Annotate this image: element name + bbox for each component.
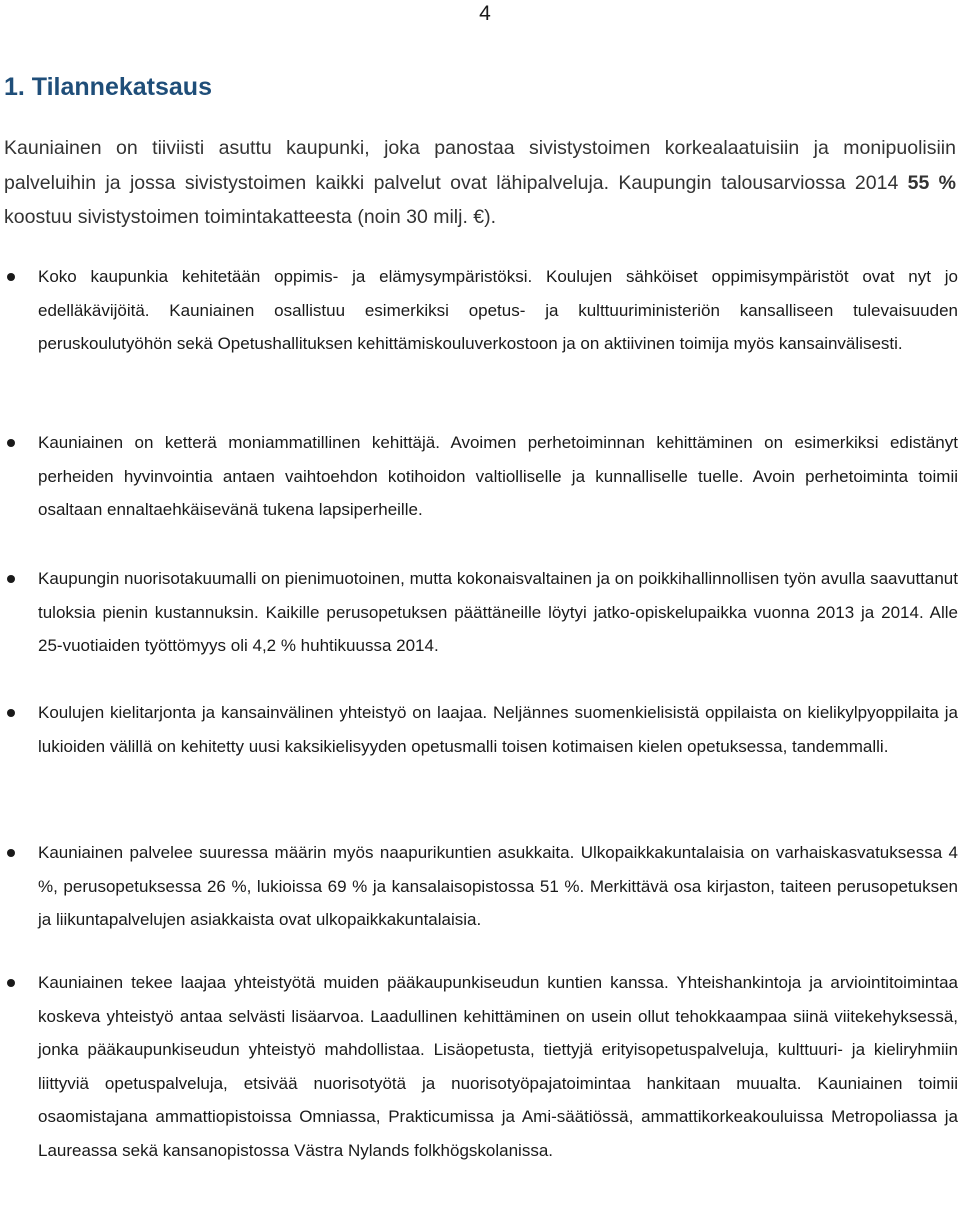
bullet-point-icon [7,575,15,583]
bullet-point-icon [7,709,15,717]
intro-text-1: Kauniainen on tiiviisti asuttu kaupunki, joka panostaa sivistystoimen korkealaatuisiin ja monipuolisiin palveluihin ja jossa sivistystoimen kaikki palvelut ovat lähipalveluja. Kaupungin talousarviossa 2014 [4,137,956,194]
bullet-item [38,260,958,361]
intro-bold-percentage: 55 % [907,171,956,194]
bullet-point-icon [7,439,15,447]
bullet-point-icon [7,273,15,281]
bullet-text: Kauniainen palvelee suuressa määrin myös naapurikuntien asukkaita. Ulkopaikkakuntalaisia on varhaiskasvatuksessa 4 %, perusopetuksessa 26 %, lukioissa 69 % ja kansalaisopistossa 51 %. Merkittävä osa kirjaston, taiteen perusopetuksen ja liikuntapalvelujen asiakkaista ovat ulkopaikkakuntalaisia. [38,843,958,930]
section-heading: 1. Tilannekatsaus [4,73,212,101]
bullet-text: Kaupungin nuorisotakuumalli on pienimuotoinen, mutta kokonaisvaltainen ja on poikkihallinnollisen työn avulla saavuttanut tuloksia pienin kustannuksin. Kaikille perusopetuksen päättäneille löytyi jatko-opiskelupaikka vuonna 2013 ja 2014. Alle 25-vuotiaiden työttömyys oli 4,2 % huhtikuussa 2014. [38,569,958,656]
bullet-item [38,966,958,1168]
bullet-item [38,562,958,663]
bullet-text: Koulujen kielitarjonta ja kansainvälinen yhteistyö on laajaa. Neljännes suomenkielisistä oppilaista on kielikylpyoppilaita ja lukioiden välillä on kehitetty uusi kaksikielisyyden opetusmalli toisen kotimaisen kielen opetuksessa, tandemmalli. [38,703,958,756]
bullet-text: Koko kaupunkia kehitetään oppimis- ja elämysympäristöksi. Koulujen sähköiset oppimisympäristöt ovat nyt jo edelläkävijöitä. Kauniainen osallistuu esimerkiksi opetus- ja kulttuuriministeriön kansalliseen tulevaisuuden peruskoulutyöhön sekä Opetushallituksen kehittämiskouluverkostoon ja on aktiivinen toimija myös kansainvälisesti. [38,267,958,354]
bullet-text: Kauniainen tekee laajaa yhteistyötä muiden pääkaupunkiseudun kuntien kanssa. Yhteishankintoja ja arviointitoimintaa koskeva yhteistyö antaa selvästi lisäarvoa. Laadullinen kehittäminen on usein ollut tehokkaampaa siinä viitekehyksessä, jonka pääkaupunkiseudun yhteistyö mahdollistaa. Lisäopetusta, tiettyjä erityisopetuspalveluja, kulttuuri- ja kieliryhmiin liittyviä opetuspalveluja, etsivää nuorisotyötä ja nuorisotyöpajatoimintaa hankitaan muualta. Kauniainen toimii osaomistajana ammattiopistoissa Omniassa, Prakticumissa ja Ami-säätiössä, ammattikorkeakouluissa Metropoliassa ja Laureassa sekä kansanopistossa Västra Nylands folkhögskolanissa. [38,973,958,1160]
intro-paragraph [4,131,956,235]
bullet-item [38,836,958,937]
bullet-item [38,696,958,763]
bullet-point-icon [7,979,15,987]
bullet-point-icon [7,849,15,857]
intro-text-2: koostuu sivistystoimen toimintakatteesta (noin 30 milj. €). [4,206,497,228]
bullet-item [38,426,958,527]
page-number: 4 [479,2,491,25]
bullet-text: Kauniainen on ketterä moniammatillinen kehittäjä. Avoimen perhetoiminnan kehittäminen on esimerkiksi edistänyt perheiden hyvinvointia antaen vaihtoehdon kotihoidon valtiolliselle ja kunnalliselle tuelle. Avoin perhetoiminta toimii osaltaan ennaltaehkäisevänä tukena lapsiperheille. [38,433,958,520]
